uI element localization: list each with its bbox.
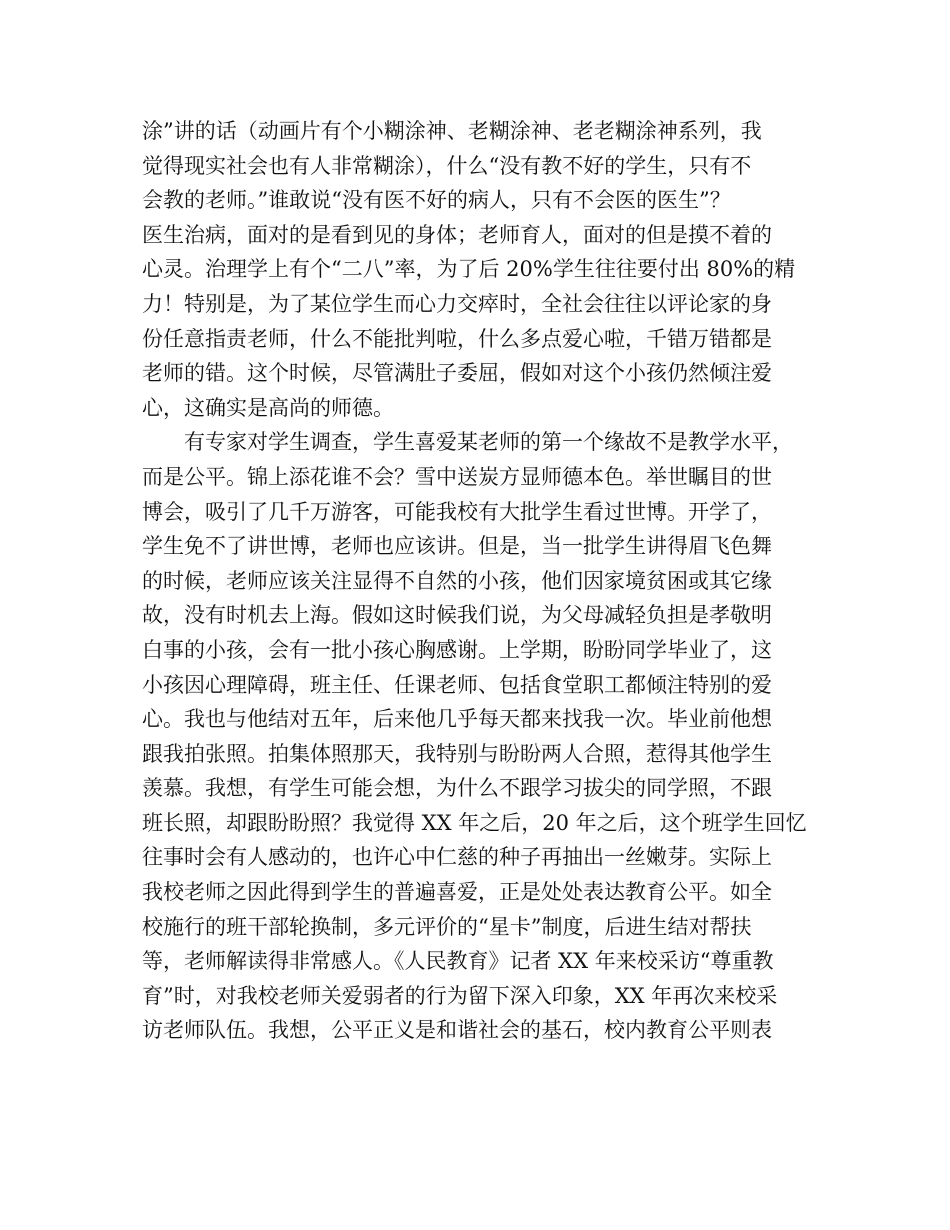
text-line: 有专家对学生调查，学生喜爱某老师的第一个缘故不是教学水平， [142,430,793,455]
text-line: 校施行的班干部轮换制，多元评价的“星卡”制度，后进生结对帮扶 [142,914,752,939]
text-line: 老师的错。这个时候，尽管满肚子委屈，假如对这个小孩仍然倾注爱 [142,361,772,386]
text-line: 力！特别是，为了某位学生而心力交瘁时，全社会往往以评论家的身 [142,291,772,316]
text-line: 的时候，老师应该关注显得不自然的小孩，他们因家境贫困或其它缘 [142,568,772,593]
text-line: 我校老师之因此得到学生的普遍喜爱，正是处处表达教育公平。如全 [142,880,772,905]
text-line: 而是公平。锦上添花谁不会？雪中送炭方显师德本色。举世瞩目的世 [142,464,772,489]
text-line: 白事的小孩，会有一批小孩心胸感谢。上学期，盼盼同学毕业了，这 [142,637,772,662]
text-line: 访老师队伍。我想，公平正义是和谐社会的基石，校内教育公平则表 [142,1018,772,1043]
text-line: 心，这确实是高尚的师德。 [142,395,394,420]
text-line: 份任意指责老师，什么不能批判啦，什么多点爱心啦，千错万错都是 [142,326,772,351]
text-line: 博会，吸引了几千万游客，可能我校有大批学生看过世博。开学了， [142,499,772,524]
text-line: 班长照，却跟盼盼照？我觉得 XX 年之后，20 年之后，这个班学生回忆 [142,810,807,835]
text-line: 跟我拍张照。拍集体照那天，我特别与盼盼两人合照，惹得其他学生 [142,741,772,766]
text-line: 学生免不了讲世博，老师也应该讲。但是，当一批学生讲得眉飞色舞 [142,534,772,559]
text-line: 心灵。治理学上有个“二八”率，为了后 20%学生往往要付出 80%的精 [142,257,796,282]
text-line: 小孩因心理障碍，班主任、任课老师、包括食堂职工都倾注特别的爱 [142,672,772,697]
text-line: 心。我也与他结对五年，后来他几乎每天都来找我一次。毕业前他想 [142,707,772,732]
text-line: 育”时，对我校老师关爱弱者的行为留下深入印象，XX 年再次来校采 [142,983,778,1008]
text-line: 觉得现实社会也有人非常糊涂），什么“没有教不好的学生，只有不 [142,153,752,178]
text-line: 故，没有时机去上海。假如这时候我们说，为父母减轻负担是孝敬明 [142,603,772,628]
body-text [142,114,826,1048]
text-line: 往事时会有人感动的，也许心中仁慈的种子再抽出一丝嫩芽。实际上 [142,845,772,870]
text-line: 羡慕。我想，有学生可能会想，为什么不跟学习拔尖的同学照，不跟 [142,776,772,801]
text-line: 涂”讲的话（动画片有个小糊涂神、老糊涂神、老老糊涂神系列，我 [142,119,762,143]
text-line: 等，老师解读得非常感人。《人民教育》记者 XX 年来校采访“尊重教 [142,949,774,974]
text-line: 会教的老师。”谁敢说“没有医不好的病人，只有不会医的医生”？ [142,188,731,213]
text-line: 医生治病，面对的是看到见的身体；老师育人，面对的但是摸不着的 [142,222,772,247]
